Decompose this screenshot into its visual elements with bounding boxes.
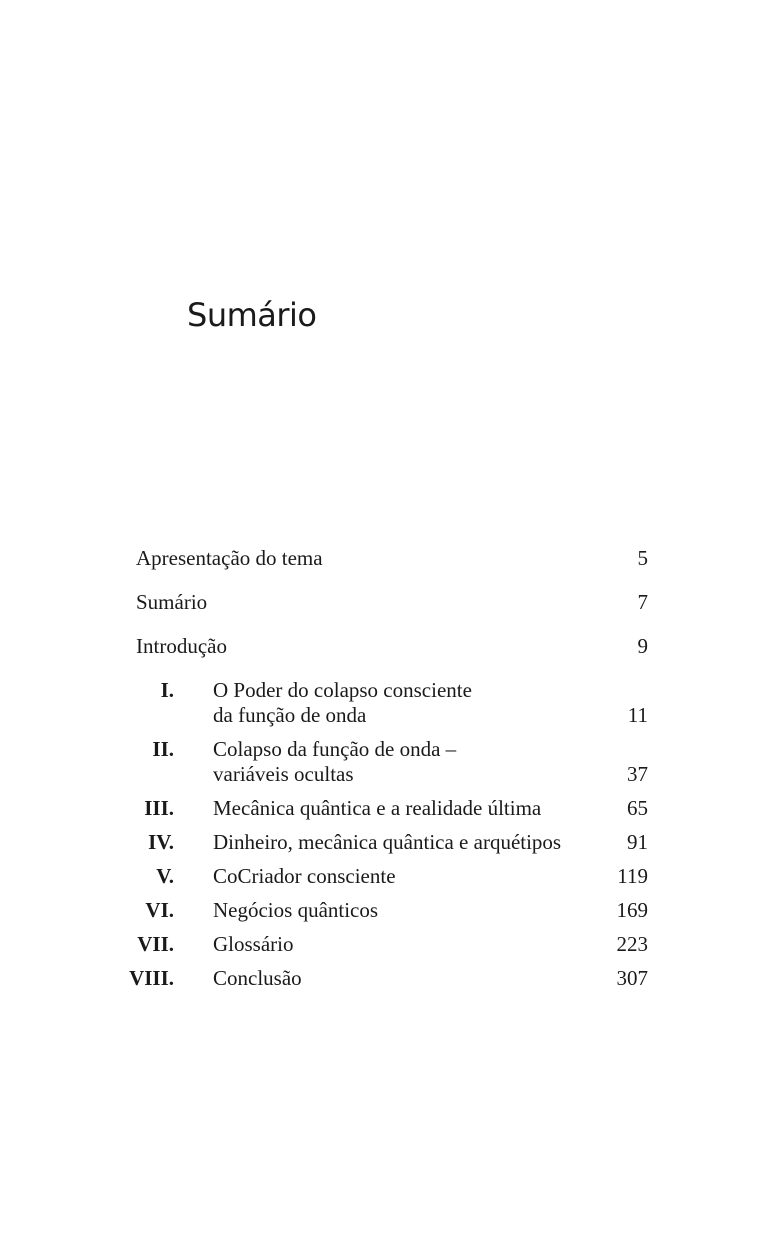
chapter-title: Conclusão xyxy=(213,966,302,990)
chapter-title: Dinheiro, mecânica quântica e arquétipos xyxy=(213,830,562,854)
toc-entry-page: 5 xyxy=(637,546,648,570)
chapter-numeral: V. xyxy=(156,864,174,888)
chapter-title: Negócios quânticos xyxy=(213,898,379,922)
toc-entry-label: Introdução xyxy=(136,634,227,658)
chapter-numeral: III. xyxy=(144,796,174,820)
toc-entry-page: 7 xyxy=(637,590,648,614)
chapter-numeral: VI. xyxy=(145,898,174,922)
chapter-title: Mecânica quântica e a realidade última xyxy=(213,796,542,820)
chapter-page: 11 xyxy=(627,703,648,727)
toc-entry-page: 9 xyxy=(637,634,648,658)
chapter-page: 119 xyxy=(617,864,648,888)
toc-entry-label: Sumário xyxy=(136,590,208,614)
chapter-title: Colapso da função de onda – xyxy=(213,737,457,761)
chapter-page: 307 xyxy=(616,966,648,990)
chapter-page: 37 xyxy=(627,762,648,786)
chapter-numeral: I. xyxy=(160,678,174,702)
chapter-numeral: IV. xyxy=(148,830,174,854)
chapter-page: 223 xyxy=(616,932,648,956)
chapter-title-continued: variáveis ocultas xyxy=(213,762,354,786)
chapter-title: O Poder do colapso consciente xyxy=(213,678,472,702)
page-title: Sumário xyxy=(187,296,317,334)
chapter-numeral: II. xyxy=(152,737,174,761)
chapter-numeral: VIII. xyxy=(129,966,174,990)
chapter-title: Glossário xyxy=(213,932,294,956)
chapter-page: 169 xyxy=(616,898,648,922)
chapter-title-continued: da função de onda xyxy=(213,703,367,727)
chapter-title: CoCriador consciente xyxy=(213,864,396,888)
chapter-page: 91 xyxy=(627,830,648,854)
chapter-numeral: VII. xyxy=(137,932,174,956)
toc-entry-label: Apresentação do tema xyxy=(136,546,323,570)
chapter-page: 65 xyxy=(627,796,648,820)
